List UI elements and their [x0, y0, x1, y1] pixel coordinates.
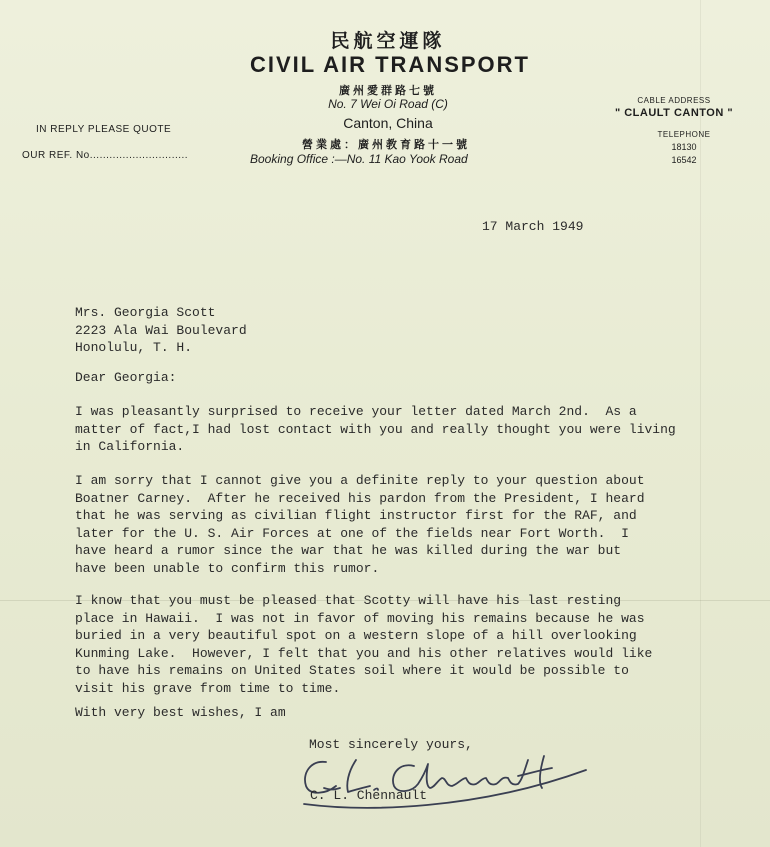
letterhead-chinese-name: 民航空運隊	[330, 30, 446, 52]
letterhead-chinese-address: 廣州愛群路七號	[339, 84, 437, 97]
telephone-number-2: 16542	[671, 155, 697, 165]
recipient-address: Mrs. Georgia Scott 2223 Ala Wai Boulevard Honolulu, T. H.	[75, 305, 247, 355]
letterhead-company-name: CIVIL AIR TRANSPORT	[249, 52, 530, 77]
sign-off: Most sincerely yours,	[309, 737, 473, 752]
signer-name: C. L. Chennault	[310, 788, 428, 803]
cable-address-value: " CLAULT CANTON "	[614, 107, 734, 119]
letterhead-booking-office: Booking Office :—No. 11 Kao Yook Road	[250, 152, 468, 166]
telephone-label: TELEPHONE	[657, 130, 711, 139]
letterhead-address: No. 7 Wei Oi Road (C)	[328, 97, 448, 111]
paragraph-1: I was pleasantly surprised to receive your letter dated March 2nd. As a matter of fact,I had lost contact with you and really thought you were living in California.	[75, 404, 676, 454]
paragraph-2: I am sorry that I cannot give you a definite reply to your question about Boatner Carney. After he received his pardon from the President, I heard that he was serving as civilian flight instructor first for the RAF, and later for the U. S. Air Forces at one of the fields near Fort Worth. I have heard a rumor since the war that he was killed during the war but have been unable to confirm this rumor.	[75, 473, 645, 576]
paper-crease	[700, 0, 701, 847]
letterhead-chinese-booking: 營業處：廣州教育路十一號	[302, 138, 470, 151]
cable-address-label: CABLE ADDRESS	[637, 96, 711, 105]
reply-quote-label: IN REPLY PLEASE QUOTE	[36, 124, 172, 135]
closing-line: With very best wishes, I am	[75, 705, 286, 720]
our-ref-label: OUR REF. No..............................	[22, 150, 189, 161]
letter-date: 17 March 1949	[482, 219, 584, 234]
paragraph-3: I know that you must be pleased that Scotty will have his last resting place in Hawaii. I was not in favor of moving his remains because he was buried in a very beautiful spot on a western slope of a hill overlooking Kunming Lake. However, I felt that you and his other relatives would like to have his remains on United States soil where it would be possible to visit his grave from time to time.	[75, 593, 653, 696]
telephone-number-1: 18130	[671, 142, 697, 152]
letterhead-city: Canton, China	[343, 115, 433, 131]
salutation: Dear Georgia:	[75, 370, 177, 385]
handwritten-signature	[296, 748, 596, 814]
